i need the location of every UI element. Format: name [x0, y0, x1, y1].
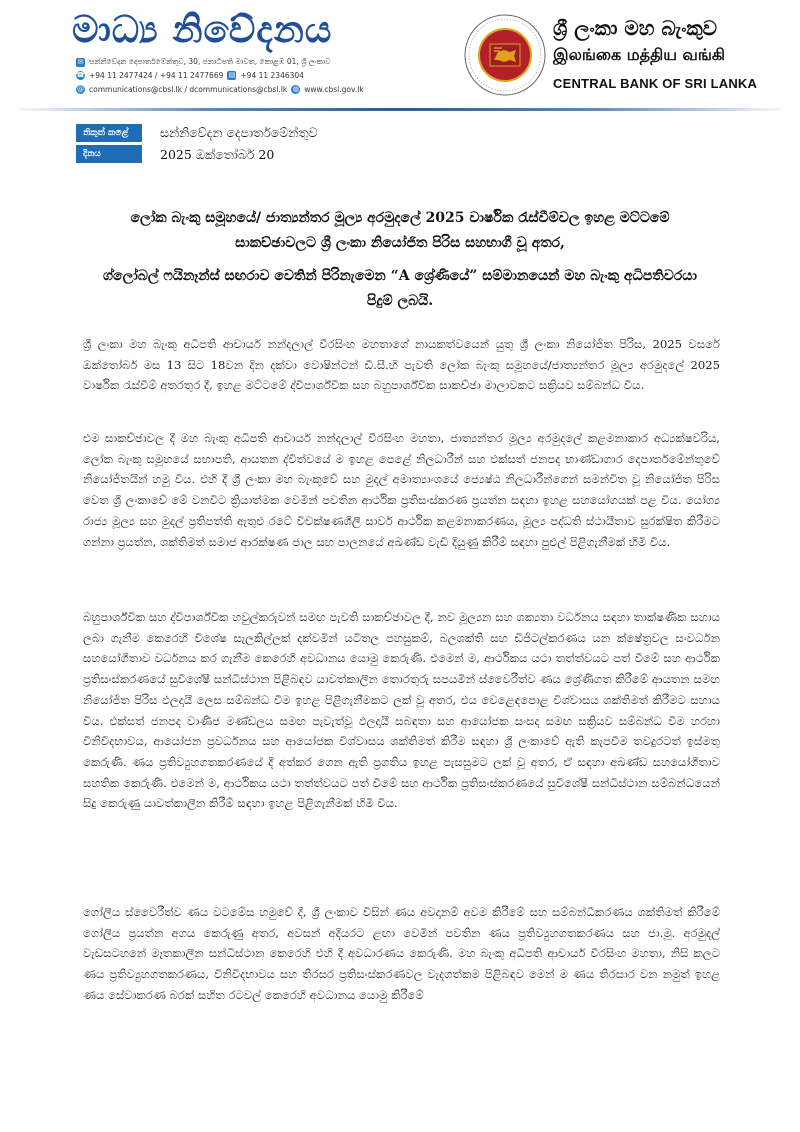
website-link[interactable]: www.cbsl.gov.lk [304, 85, 364, 94]
address-line [76, 57, 330, 67]
date-value: 2025 ඔක්තෝබර් 20 [160, 147, 275, 162]
phone-line [76, 71, 304, 80]
envelope-icon: ✉ [77, 57, 84, 66]
email-line [76, 85, 364, 94]
fax-icon: ▤ [228, 71, 236, 79]
phone-icon: ☎ [76, 71, 85, 79]
headline-line-1: ලෝක බැංකු සමූහයේ/ ජාත්‍යන්තර මූල්‍ය අරමුදලේ 2025 වාර්ෂික රැස්වීම්වල ඉහළ මට්ටමේ සාකච්ඡාවලට ශ්‍රී ලංකා නියෝජිත පිරිස සහභාගී වූ අතර, [130, 210, 670, 251]
issued-by-label: නිකුත් කළේ [76, 124, 142, 142]
bank-name-tamil: இலங்கை மத்திய வங்கி [553, 45, 725, 64]
body-paragraph-2: එම සාකච්ඡාවල දී මහ බැංකු අධිපති ආචාර්ය නන්දලාල් වීරසිංහ මහතා, ජාත්‍යන්තර මූල්‍ය අරමුදලේ කළමනාකාර අධ්‍යක්ෂවරිය, ලෝක බැංකු සමූහයේ සභාපති, ආයතන ද්විත්වයේ ම ඉහළ පෙළේ නිලධාරීන් සහ එක්සත් ජනපද භාණ්ඩාගාර දෙපාර්තමේන්තුවේ නියෝජිතයින් හමු විය. එහි දී ශ්‍රී ලංකා මහ බැංකුවේ සහ මුදල් අමාත්‍යාංශයේ ජ්‍යෙෂ්ඨ නිලධාරීන්ගෙන් සමන්විත වූ නියෝජිත පිරිස වෙත ශ්‍රී ලංකාවේ මේ වනවිට ක්‍රියාත්මක වෙමින් පවතින ආර්ථික ප්‍රතිසංස්කරණ ප්‍රයත්න සඳහා ඉහළ සහයෝගයක් පළ විය. යෝග්‍ය රාජ්‍ය මූල්‍ය සහ මුදල් ප්‍රතිපත්ති ඇතුළු රටේ විචක්ෂණශීලී සාර්ව ආර්ථික කළමනාකරණය, මූල්‍ය පද්ධති ස්ථායීතාව සුරක්ෂිත කිරීමට ගන්නා ප්‍රයත්න, ශක්තිමත් සමාජ ආරක්ෂණ ජාල සහ පාලනයේ අඛණ්ඩ වැඩි දියුණු කිරීම් සඳහා පුළුල් පිළිගැනීමක් හිමි විය. [83, 431, 720, 549]
address-text: සන්නිවේදන දෙපාර්තමේන්තුව, 30, ජනාධිපති මාවත, කොළඹ 01, ශ්‍රී ලංකාව [89, 57, 331, 66]
body-paragraph-3: බහුපාර්ශ්වික සහ ද්විපාර්ශ්වික හවුල්කරුවන් සමඟ පැවති සාකච්ඡාවල දී, නව මූල්‍යන සහ ශක්‍යතා වර්ධනය සඳහා තාක්ෂණික සහාය ලබා ගැනීම කෙරෙහි විශේෂ සැලකිල්ලක් දක්වමින් යටිතල පහසුකම්, බලශක්ති සහ ඩිජිටල්කරණය යන ක්ෂේත්‍රවල සංවර්ධන සහයෝගීතාව වර්ධනය කර ගැනීම කෙරෙහි අවධානය යොමු කෙරුණි. එමෙන් ම, ආර්ථිකය යථා තත්ත්වයට පත් වීමේ සහ ආර්ථික ප්‍රතිසංස්කරණයේ සුවිශේෂී සන්ධිස්ථාන පිළිබඳව යාවත්කාලීන තොරතුරු සපයමින් ස්වෛරීත්ව ණය ශ්‍රේණිගත කිරීමේ ආයතන සමඟ නියෝජිත පිරිස ඵලදායී ලෙස සම්බන්ධ වීම ඉහළ පිළිගැනීමකට ලක් වූ අතර, එය වෙළෙඳපොළ විශ්වාසය ශක්තිමත් කිරීමට සහාය විය. එක්සත් ජනපද වාණිජ මණ්ඩලය සමඟ පැවැත්වූ ඵලදායී සබඳතා සහ ආයෝජක සංසද සමඟ සක්‍රියව සම්බන්ධ වීම හරහා විනිවිදභාවය, ආයෝජන ප්‍රවර්ධනය සහ ආයෝජක විශ්වාසය ශක්තිමත් කිරීම සඳහා ශ්‍රී ලංකාවේ ඇති කැපවීම තවදුරටත් ඉස්මතු කෙරුණි. ණය ප්‍රතිව්‍යුහගතකරණයේ දී අත්කර ගෙන ඇති ප්‍රගතිය ඉහළ පැසසුමට ලක් වූ අතර, ඒ සඳහා අඛණ්ඩ සහයෝගීතාව සහතික කෙරුණි. එමෙන් ම, ආර්ථිකය යථා තත්ත්වයට පත් වීමේ සහ ආර්ථික ප්‍රතිසංස්කරණයේ සුවිශේෂී සන්ධිස්ථාන සම්බන්ධයෙන් සිදු කෙරුණු යාවත්කාලීන කිරීම් සඳහා ඉහළ පිළිගැනීමක් හිමි විය. [83, 610, 720, 811]
bank-name-sinhala: ශ්‍රී ලංකා මහ බැංකුව [553, 16, 718, 40]
letterhead [0, 0, 800, 112]
bank-name-english: CENTRAL BANK OF SRI LANKA [553, 76, 758, 91]
central-bank-seal-logo [464, 14, 546, 96]
headline-line-2: ග්ලෝබල් ෆයිනෑන්ස් සඟරාව වෙතින් පිරිනැමෙන “A ශ්‍රේණියේ” සම්මානයෙන් මහ බැංකු අධිපතිවරයා පිදුම් ලබයි. [103, 268, 697, 309]
fax-text: +94 11 2346304 [240, 71, 304, 80]
issued-by-value: සන්නිවේදන දෙපාර්තමේන්තුව [160, 125, 318, 140]
media-release-title: මාධ්‍ය නිවේදනය [72, 8, 333, 51]
body-paragraph-4: ගෝලීය ස්වෛරීත්ව ණය වටමේස හමුවේ දී, ශ්‍රී ලංකාව විසින් ණය අවදානම් අවම කිරීමේ සහ සම්බන්ධීකරණය ශක්තිමත් කිරීමේ ගෝලීය ප්‍රයත්න අගය කෙරුණු අතර, අවසන් අදියරට ළඟා වෙමින් පවතින ණය ප්‍රතිව්‍යුහගතකරණය සහ ජා.මූ. අරමුදල් වැඩසටහනේ මෑතකාලීන සන්ධිස්ථාන කෙරෙහි එහි දී අවධාරණය කෙරුණි. මහ බැංකු අධිපති ආචාර්ය වීරසිංහ මහතා, නිසි කලට ණය ප්‍රතිව්‍යුහගතකරණය, විනිවිදභාවය සහ තිරසර ප්‍රතිසංස්කරණවල වැදගත්කම පිළිබඳව මෙන් ම ණය තිරසාර වන නමුත් ඉහළ ණය සේවාකරණ බරක් සහිත රටවල් කෙරෙහි අවධානය යොමු කිරීමේ [83, 905, 720, 1002]
header-divider [20, 108, 780, 111]
phone-text: +94 11 2477424 / +94 11 2477669 [89, 71, 224, 80]
date-label: දිනය [76, 145, 142, 163]
email-link[interactable]: communications@cbsl.lk / dcommunications@cbsl.lk [89, 85, 288, 94]
globe-icon: ◍ [292, 85, 299, 93]
body-paragraph-1: ශ්‍රී ලංකා මහ බැංකු අධිපති ආචාර්ය නන්දලාල් වීරසිංහ මහතාගේ නායකත්වයෙන් යුතු ශ්‍රී ලංකා නියෝජිත පිරිස, 2025 වසරේ ඔක්තෝබර් මස 13 සිට 18වන දින දක්වා වොෂින්ටන් ඩී.සී.හි පැවති ලෝක බැංකු සමූහයේ/ජාත්‍යන්තර මූල්‍ය අරමුදලේ 2025 වාර්ෂික රැස්වීම් අතරතුර දී, ඉහළ මට්ටමේ ද්විපාර්ශ්වික සහ බහුපාර්ශ්වික සාකච්ඡා මාලාවකට සක්‍රියව සම්බන්ධ විය. [83, 337, 720, 393]
at-icon: @ [77, 85, 84, 93]
